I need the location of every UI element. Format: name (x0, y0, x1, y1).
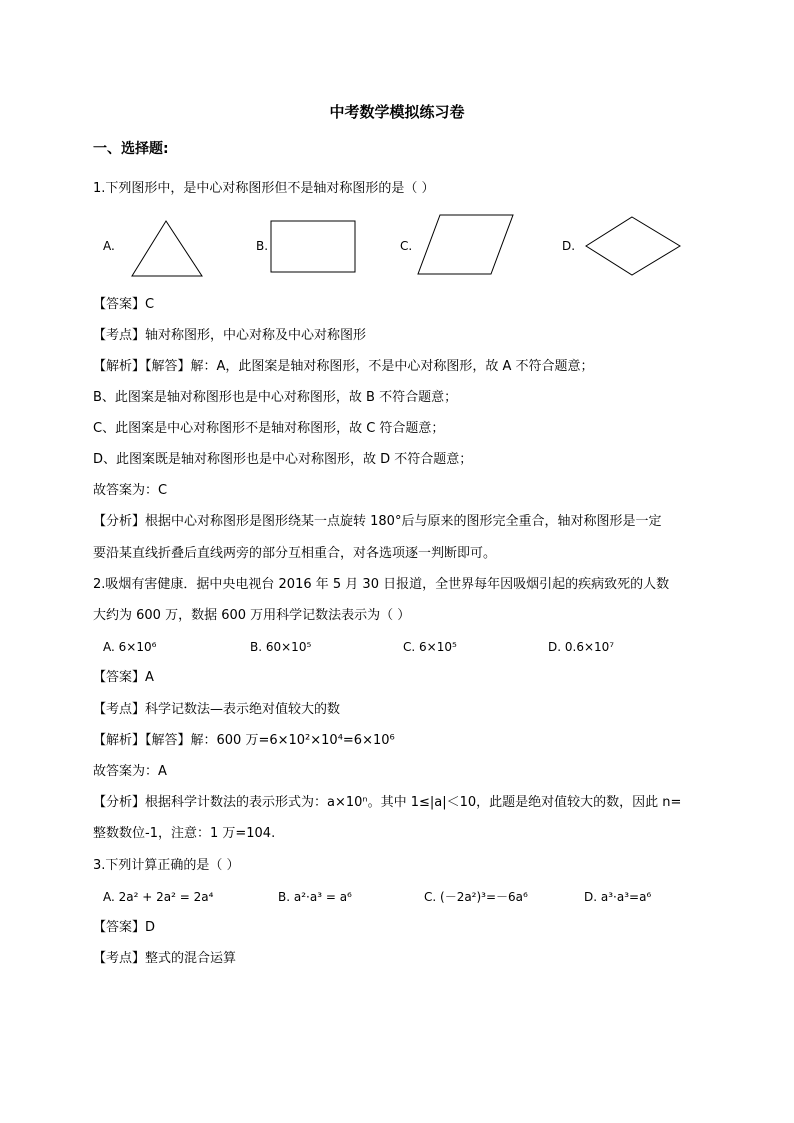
section-heading: 一、选择题: (93, 141, 169, 157)
q1-option-d-label: D. (562, 239, 576, 253)
q1-option-b-rectangle (268, 218, 358, 276)
q3-option-d: D. a³·a³=a⁶ (584, 890, 652, 904)
q1-option-b-label: B. (256, 239, 269, 253)
q3-answer: 【答案】D (93, 920, 156, 935)
q1-option-a-triangle (128, 218, 206, 280)
q1-answer: 【答案】C (93, 297, 155, 312)
q2-option-d: D. 0.6×10⁷ (548, 640, 615, 654)
q1-fenxi-line1: 【分析】根据中心对称图形是图形绕某一点旋转 180°后与原来的图形完全重合，轴对称图形是一定 (93, 514, 662, 529)
q3-option-c: C. (－2a²)³=－6a⁶ (424, 890, 528, 904)
q1-option-c-parallelogram (414, 212, 516, 278)
q3-option-b: B. a²·a³ = a⁶ (278, 890, 352, 904)
q1-jiexi-c: C、此图案是中心对称图形不是轴对称图形，故 C 符合题意； (93, 421, 445, 436)
q1-option-c-label: C. (400, 239, 413, 253)
q1-conclusion: 故答案为：C (93, 483, 168, 498)
q2-jiexi: 【解析】【解答】解：600 万=6×10²×10⁴=6×10⁶ (93, 733, 395, 748)
q1-stem: 1.下列图形中，是中心对称图形但不是轴对称图形的是（ ） (93, 181, 435, 196)
q3-option-a: A. 2a² + 2a² = 2a⁴ (103, 890, 214, 904)
q1-option-d-rhombus (582, 214, 684, 278)
q1-jiexi-d: D、此图案既是轴对称图形也是中心对称图形，故 D 不符合题意； (93, 452, 473, 467)
q1-fenxi-line2: 要沿某直线折叠后直线两旁的部分互相重合，对各选项逐一判断即可。 (93, 546, 497, 561)
q2-kaodian: 【考点】科学记数法—表示绝对值较大的数 (93, 702, 341, 717)
q2-option-b: B. 60×10⁵ (250, 640, 312, 654)
q1-kaodian: 【考点】轴对称图形，中心对称及中心对称图形 (93, 328, 367, 343)
q2-answer: 【答案】A (93, 670, 154, 685)
q1-jiexi: 【解析】【解答】解：A，此图案是轴对称图形，不是中心对称图形，故 A 不符合题意； (93, 359, 594, 374)
q3-kaodian: 【考点】整式的混合运算 (93, 951, 237, 966)
q1-jiexi-b: B、此图案是轴对称图形也是中心对称图形，故 B 不符合题意； (93, 390, 458, 405)
q2-fenxi-line1: 【分析】根据科学计数法的表示形式为：a×10ⁿ。其中 1≤|a|＜10，此题是绝对值较大的数，因此 n= (93, 795, 682, 810)
page-title: 中考数学模拟练习卷 (329, 103, 465, 121)
q2-option-c: C. 6×10⁵ (403, 640, 457, 654)
q2-fenxi-line2: 整数数位-1，注意：1 万=104. (93, 826, 276, 841)
q2-option-a: A. 6×10⁶ (103, 640, 157, 654)
q3-stem: 3.下列计算正确的是（ ） (93, 858, 240, 873)
q2-stem-line1: 2.吸烟有害健康．据中央电视台 2016 年 5 月 30 日报道，全世界每年因吸烟引起的疾病致死的人数 (93, 577, 670, 592)
q2-stem-line2: 大约为 600 万，数据 600 万用科学记数法表示为（ ） (93, 608, 411, 623)
q1-option-a-label: A. (103, 239, 115, 253)
q2-conclusion: 故答案为：A (93, 764, 167, 779)
